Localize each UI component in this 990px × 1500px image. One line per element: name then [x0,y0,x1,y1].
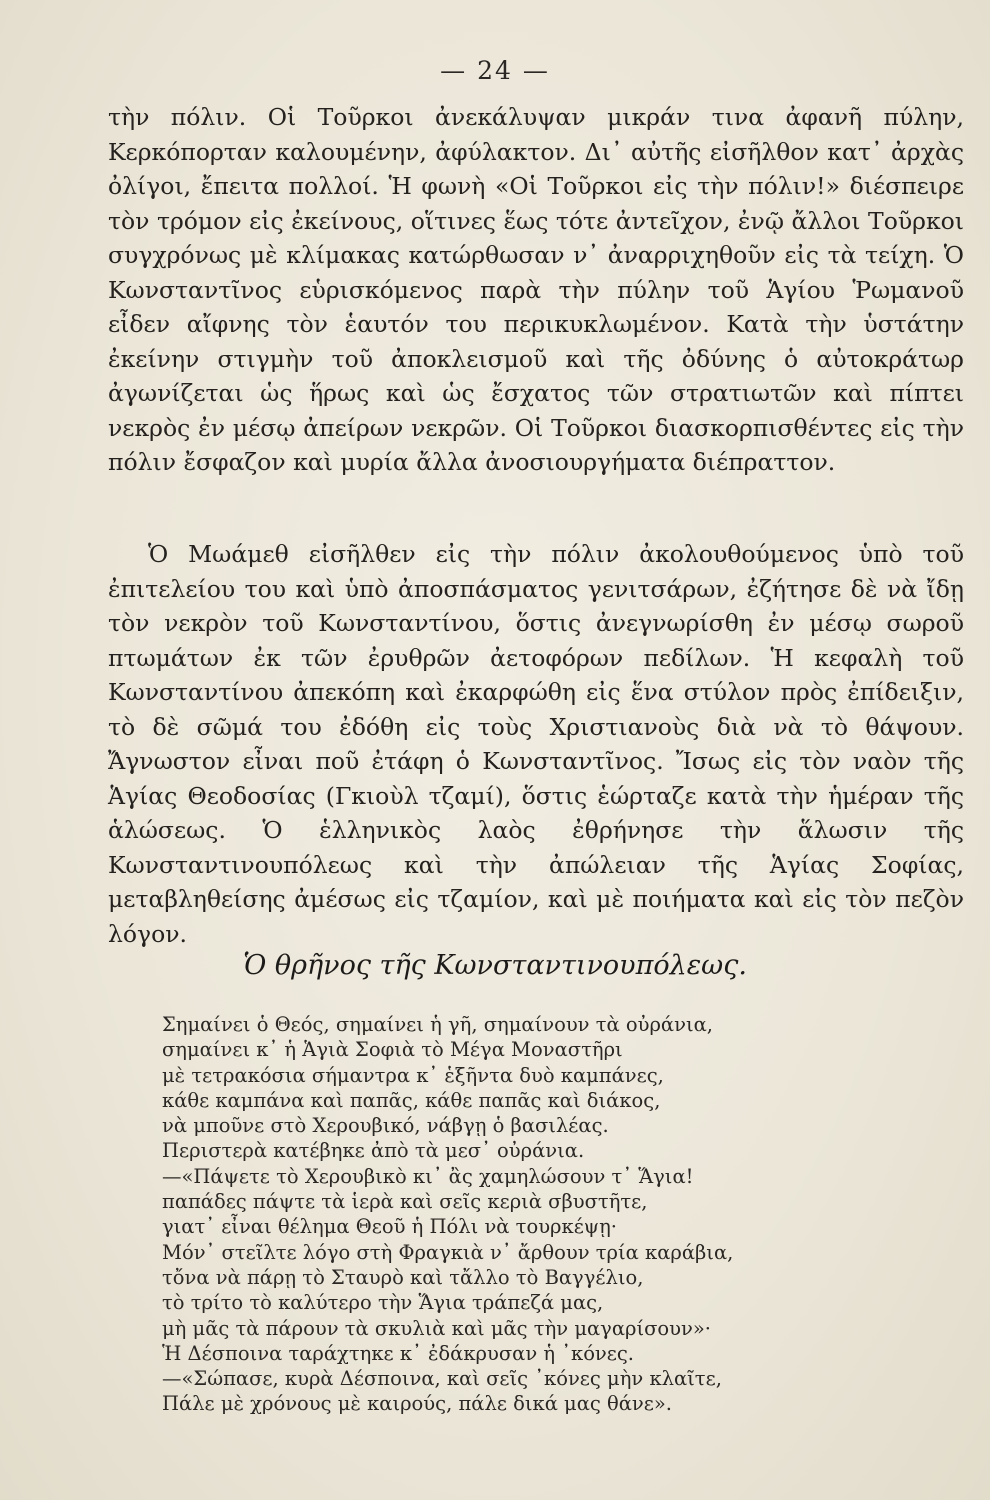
poem-line: νὰ μποῦνε στὸ Χερουβικό, νάβγῃ ὁ βασιλέας. [162,1114,609,1138]
poem-line: μὴ μᾶς τὰ πάρουν τὰ σκυλιὰ καὶ μᾶς τὴν μαγαρίσουν»· [162,1316,711,1340]
paragraph-1 [108,100,964,480]
paragraph-1-text: τὴν πόλιν. Οἱ Τοῦρκοι ἀνεκάλυψαν μικράν τινα ἀφανῆ πύλην, Κερκόπορταν καλουμένην, ἀφύλακτον. Δι᾽ αὐτῆς εἰσῆλθον κατ᾽ ἀρχὰς ὀλίγοι, ἔπειτα πολλοί. Ἡ φωνὴ «Οἱ Τοῦρκοι εἰς τὴν πόλιν!» διέσπειρε τὸν τρόμον εἰς ἐκείνους, οἵτινες ἕως τότε ἀντεῖχον, ἐνῷ ἄλλοι Τοῦρκοι συγχρόνως μὲ κλίμακας κατώρθωσαν ν᾽ ἀναρριχηθοῦν εἰς τὰ τείχη. Ὁ Κωνσταντῖνος εὑρισκόμενος παρὰ τὴν πύλην τοῦ Ἁγίου Ῥωμανοῦ εἶδεν αἴφνης τὸν ἑαυτόν του περικυκλωμένον. Κατὰ τὴν ὑστάτην ἐκείνην στιγμὴν τοῦ ἀποκλεισμοῦ καὶ τῆς ὀδύνης ὁ αὐτοκράτωρ ἀγωνίζεται ὡς ἥρως καὶ ὡς ἔσχατος τῶν στρατιωτῶν καὶ πίπτει νεκρὸς ἐν μέσῳ ἀπείρων νεκρῶν. Οἱ Τοῦρκοι διασκορπισθέντες εἰς τὴν πόλιν ἔσφαζον καὶ μυρία ἄλλα ἀνοσιουργήματα διέπραττον. [108,103,964,476]
poem-line: Περιστερὰ κατέβηκε ἀπὸ τὰ μεσ᾽ οὐράνια. [162,1139,585,1163]
poem-line: —«Σώπασε, κυρὰ Δέσποινα, καὶ σεῖς ᾽κόνες μὴν κλαῖτε, [162,1367,722,1391]
poem-line: τὄνα νὰ πάρῃ τὸ Σταυρὸ καὶ τἄλλο τὸ Βαγγέλιο, [162,1265,644,1289]
poem-line: παπάδες πάψτε τὰ ἱερὰ καὶ σεῖς κεριὰ σβυστῆτε, [162,1190,648,1214]
poem-line: γιατ᾽ εἶναι θέλημα Θεοῦ ἡ Πόλι νὰ τουρκέψῃ· [162,1215,617,1239]
paragraph-2-text: Ὁ Μωάμεθ εἰσῆλθεν εἰς τὴν πόλιν ἀκολουθούμενος ὑπὸ τοῦ ἐπιτελείου του καὶ ὑπὸ ἀποσπάσματος γενιτσάρων, ἐζήτησε δὲ νὰ ἴδῃ τὸν νεκρὸν τοῦ Κωνσταντίνου, ὅστις ἀνεγνωρίσθη ἐν μέσῳ σωροῦ πτωμάτων ἐκ τῶν ἐρυθρῶν ἀετοφόρων πεδίλων. Ἡ κεφαλὴ τοῦ Κωνσταντίνου ἀπεκόπη καὶ ἐκαρφώθη εἰς ἕνα στύλον πρὸς ἐπίδειξιν, τὸ δὲ σῶμά του ἐδόθη εἰς τοὺς Χριστιανοὺς διὰ νὰ τὸ θάψουν. Ἄγνωστον εἶναι ποῦ ἐτάφη ὁ Κωνσταντῖνος. Ἴσως εἰς τὸν ναὸν τῆς Ἁγίας Θεοδοσίας (Γκιοὺλ τζαμί), ὅστις ἑώρταζε κατὰ τὴν ἡμέραν τῆς ἁλώσεως. Ὁ ἑλληνικὸς λαὸς ἐθρήνησε τὴν ἅλωσιν τῆς Κωνσταντινουπόλεως καὶ τὴν ἀπώλειαν τῆς Ἁγίας Σοφίας, μεταβληθείσης ἀμέσως εἰς τζαμίον, καὶ μὲ ποιήματα καὶ εἰς τὸν πεζὸν λόγον. [108,540,964,948]
poem-line: τὸ τρίτο τὸ καλύτερο τὴν Ἅγια τράπεζά μας, [162,1291,604,1315]
poem-line: —«Πάψετε τὸ Χερουβικὸ κι᾽ ἂς χαμηλώσουν τ᾽ Ἅγια! [162,1164,694,1188]
poem-line: Σημαίνει ὁ Θεός, σημαίνει ἡ γῆ, σημαίνουν τὰ οὐράνια, [162,1013,713,1036]
page-number: — 24 — [440,56,550,85]
poem-line: μὲ τετρακόσια σήμαντρα κ᾽ ἑξῆντα δυὸ καμπάνες, [162,1063,664,1087]
poem [162,1012,862,1417]
poem-line: Μόν᾽ στεῖλτε λόγο στὴ Φραγκιὰ ν᾽ ἄρθουν τρία καράβια, [162,1240,734,1264]
poem-line: κάθε καμπάνα καὶ παπᾶς, κάθε παπᾶς καὶ διάκος, [162,1088,661,1112]
poem-line: Πάλε μὲ χρόνους μὲ καιρούς, πάλε δικά μας θάνε». [162,1392,673,1416]
poem-title: Ὁ θρῆνος τῆς Κωνσταντινουπόλεως. [243,950,747,981]
paragraph-2 [108,537,964,951]
poem-line: σημαίνει κ᾽ ἡ Ἁγιὰ Σοφιὰ τὸ Μέγα Μοναστῆρι [162,1038,623,1062]
poem-line: Ἡ Δέσποινα ταράχτηκε κ᾽ ἐδάκρυσαν ἡ ᾽κόνες. [162,1341,635,1365]
